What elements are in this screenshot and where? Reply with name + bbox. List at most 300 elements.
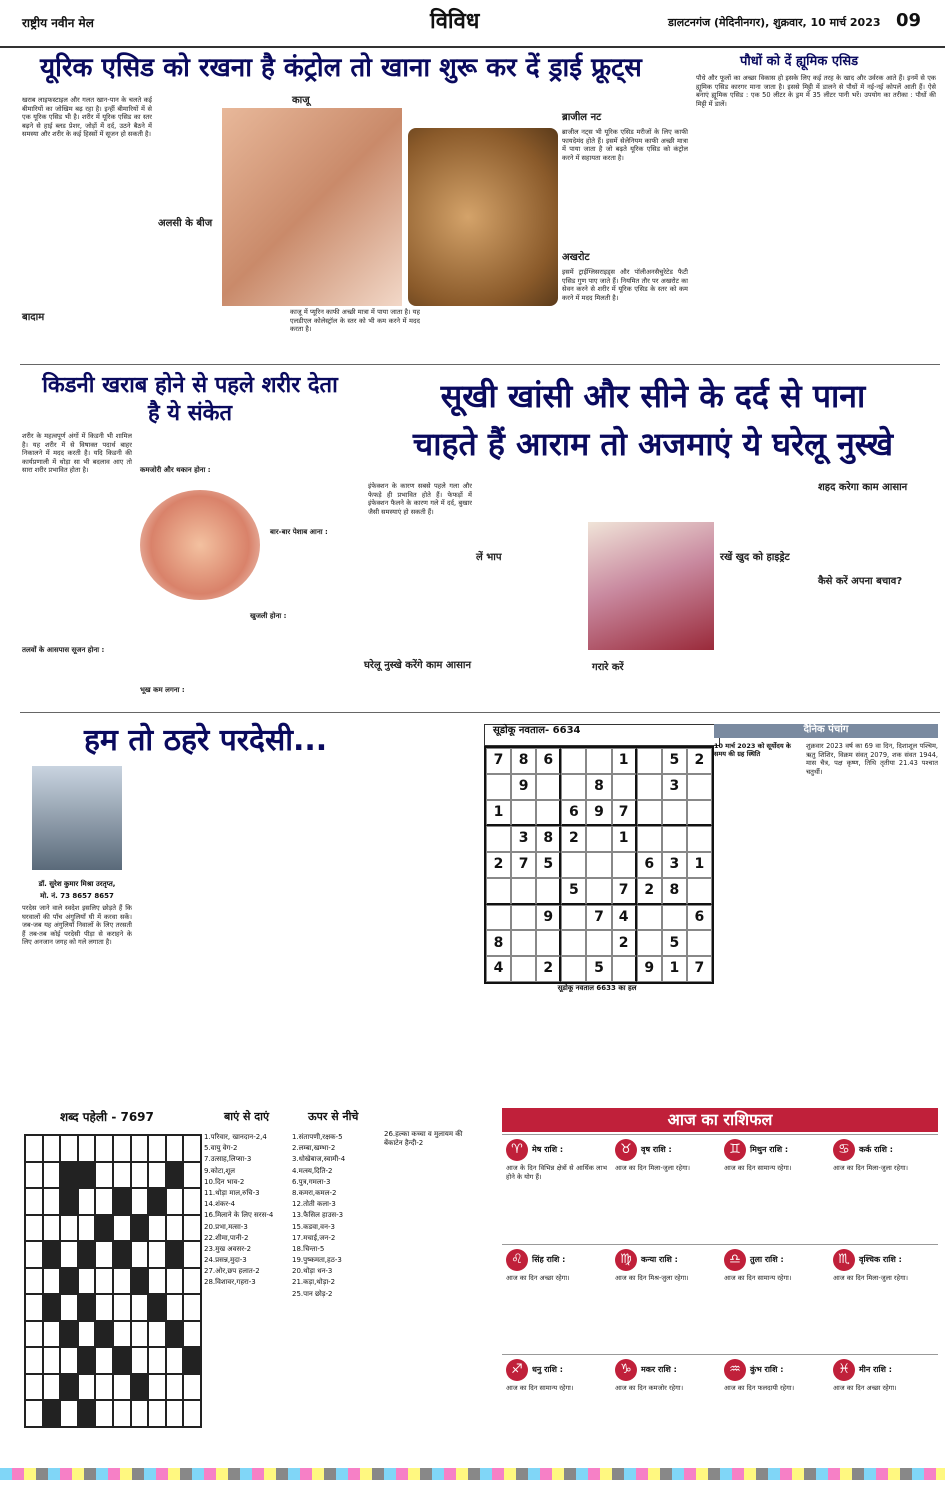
crossword-clue: 5.वायु वेग-2 <box>204 1144 238 1153</box>
article5-headline: हम तो ठहरे परदेसी... <box>84 723 328 758</box>
sudoku-cell <box>561 956 586 982</box>
crossword-cell[interactable] <box>183 1135 201 1162</box>
rashi-text: आज का दिन फलदायी रहेगा। <box>724 1384 795 1392</box>
crossword-clue: 16.मिलाने के लिए सरस-4 <box>204 1211 274 1220</box>
crossword-clue: 27.ओर,छप हलात-2 <box>204 1267 260 1276</box>
article3-sub2: बार-बार पेशाब आना : <box>270 528 328 536</box>
article4-sub-hydrate: रखें खुद को हाइड्रेट <box>720 552 790 563</box>
sudoku-cell <box>662 800 687 827</box>
crossword-clue: 4.मत्स्य,दिति-2 <box>292 1166 333 1175</box>
crossword-clue: 1.संतापणी,रक्षक-5 <box>292 1133 343 1141</box>
crossword-cell[interactable] <box>183 1162 201 1189</box>
article1-brazil-text: ब्राजील नट्स भी यूरिक एसिड मरीजों के लिए काफी फायदेमंद होते हैं। इसमें सेलेनियम काफी अच्छी मात्रा में पाया जाता है जो बढ़ते यूरिक एसिड को कंट्रोल करने में सहायता करता है। <box>562 128 688 162</box>
crossword-block <box>78 1400 96 1427</box>
crossword-cell[interactable] <box>25 1347 43 1374</box>
sudoku-cell: 5 <box>662 930 687 956</box>
crossword-cell[interactable] <box>25 1162 43 1189</box>
sudoku-cell <box>687 878 712 905</box>
crossword-title: शब्द पहेली - 7697 <box>60 1110 154 1124</box>
crossword-cell[interactable] <box>131 1241 149 1268</box>
sudoku-cell <box>637 800 662 827</box>
divider <box>20 364 940 365</box>
crossword-cell[interactable] <box>183 1294 201 1321</box>
rashi-name: सिंह राशि : <box>532 1255 566 1264</box>
article1-akhrot-text: इसमें ट्राईग्लिसराइड्स और पॉलीअनसैचुरेटेड फैटी एसिड गुण पाए जाते हैं। नियमित तौर पर अखरोट का सेवन करने से शरीर में यूरिक एसिड के स्तर को कम करने में मदद मिलती है। <box>562 268 688 302</box>
panchang-subtitle: 10 मार्च 2023 को सूर्योदय के समय की ग्रह स्थिति <box>714 742 791 759</box>
article4-headline-2: चाहते हैं आराम तो अजमाएं ये घरेलू नुस्खे <box>412 425 894 463</box>
crossword-clue: 13.फैसिल हाउस-3 <box>292 1211 344 1220</box>
crossword-cell[interactable] <box>95 1162 113 1189</box>
crossword-cell[interactable] <box>78 1268 96 1295</box>
dry-fruits-photo <box>408 128 558 306</box>
rashi-item <box>720 1354 829 1464</box>
rashi-item <box>829 1354 938 1464</box>
sudoku-cell <box>511 930 536 956</box>
sudoku-cell: 7 <box>687 956 712 982</box>
rashi-name: कर्क राशि : <box>859 1145 893 1154</box>
color-bar <box>0 1468 945 1480</box>
sudoku-cell: 1 <box>486 800 511 827</box>
sudoku-cell <box>586 878 611 905</box>
crossword-block <box>60 1321 78 1348</box>
crossword-cell[interactable] <box>78 1321 96 1348</box>
crossword-clue: 1.परिवार, खानदान-2,4 <box>204 1133 267 1141</box>
crossword-cell[interactable] <box>60 1347 78 1374</box>
crossword-cell[interactable] <box>43 1215 61 1242</box>
sudoku-cell <box>687 774 712 800</box>
rashi-text: आज का दिन सामान्य रहेगा। <box>724 1274 792 1282</box>
crossword-clue: 12.तोती कला-3 <box>292 1200 336 1209</box>
sudoku-cell <box>637 826 662 852</box>
crossword-cell[interactable] <box>113 1374 131 1401</box>
crossword-clue: 17.मचाई,जन-2 <box>292 1233 336 1242</box>
zodiac-icon: ♏ <box>833 1249 855 1271</box>
crossword-cell[interactable] <box>131 1347 149 1374</box>
sudoku-cell: 2 <box>561 826 586 852</box>
article2-body: पौधे और फूलों का अच्छा विकास हो इसके लिए कई तरह के खाद और उर्वरक आते हैं। इनमें से एक ह्यूमिक एसिड कारगर माना जाता है। इससे मिट्टी में डालने से पौधों में नई-नई कोपलें आती हैं। ऐसे बनाएं ह्यूमिक एसिड : एक 50 लीटर के ड्रम में 35 लीटर पानी भरें। उपयोग का तरीका : पौधों की मिट्टी में डालें। <box>696 74 936 108</box>
crossword-block <box>183 1347 201 1374</box>
crossword-cell[interactable] <box>78 1188 96 1215</box>
sudoku-cell: 5 <box>561 878 586 905</box>
sudoku-cell <box>536 930 561 956</box>
sudoku-cell: 9 <box>586 800 611 827</box>
article1-lead: खराब लाइफस्टाइल और गलत खान-पान के चलते कई बीमारियों का जोखिम बढ़ रहा है। इन्हीं बीमारियों में से एक यूरिक एसिड भी है। शरीर में यूरिक एसिड का स्तर बढ़ने से हाई ब्लड प्रेशर, जोड़ों में दर्द, उठने बैठने में समस्या और शरीर के कई हिस्सों में सूजन हो सकती है। <box>22 96 152 139</box>
dateline: डालटनगंज (मेदिनीनगर), शुक्रवार, 10 मार्च 2023 <box>668 16 881 29</box>
article1-headline: यूरिक एसिड को रखना है कंट्रोल तो खाना शुरू कर दें ड्राई फ्रूट्स <box>40 53 642 83</box>
crossword-clue: 6.पुत्र,गमला-3 <box>292 1177 331 1186</box>
crossword-cell[interactable] <box>25 1135 43 1162</box>
crossword-clue: 10.दिन भाव-2 <box>204 1177 245 1186</box>
crossword-clue: 14.शंकर-4 <box>204 1200 236 1209</box>
crossword-block <box>60 1268 78 1295</box>
rashi-text: आज का दिन मिला-जुला रहेगा। <box>833 1274 909 1282</box>
rashi-title: आज का राशिफल <box>502 1108 938 1132</box>
crossword-cell[interactable] <box>25 1268 43 1295</box>
crossword-cell[interactable] <box>95 1400 113 1427</box>
crossword-block <box>60 1374 78 1401</box>
rashi-name: मकर राशि : <box>641 1365 677 1374</box>
crossword-cell[interactable] <box>25 1188 43 1215</box>
sudoku-cell <box>687 826 712 852</box>
zodiac-icon: ♊ <box>724 1139 746 1161</box>
rashi-item <box>829 1134 938 1244</box>
section-title: विविध <box>430 9 480 34</box>
crossword-block <box>113 1188 131 1215</box>
rashi-item <box>611 1354 720 1464</box>
sudoku-cell: 2 <box>486 852 511 878</box>
sudoku-cell: 9 <box>511 774 536 800</box>
sudoku-cell: 1 <box>612 748 637 774</box>
crossword-cell[interactable] <box>60 1241 78 1268</box>
sudoku-cell: 3 <box>511 826 536 852</box>
sudoku-cell <box>637 905 662 931</box>
crossword-cell[interactable] <box>95 1294 113 1321</box>
sudoku-cell: 9 <box>536 905 561 931</box>
zodiac-icon: ♐ <box>506 1359 528 1381</box>
sudoku-cell: 4 <box>612 905 637 931</box>
crossword-clue: 3.धोखेबाज,स्वामी-4 <box>292 1155 346 1164</box>
crossword-clue: 20.प्रभा,मत्सा-3 <box>204 1222 248 1231</box>
article3-sub3: खुजली होना : <box>250 612 287 620</box>
sudoku-cell: 9 <box>637 956 662 982</box>
sudoku-cell: 6 <box>637 852 662 878</box>
sudoku-cell <box>612 852 637 878</box>
crossword-cell[interactable] <box>183 1400 201 1427</box>
crossword-cell[interactable] <box>183 1268 201 1295</box>
crossword-cell[interactable] <box>166 1268 184 1295</box>
crossword-cell[interactable] <box>148 1374 166 1401</box>
sudoku-cell: 6 <box>561 800 586 827</box>
sudoku-cell <box>662 905 687 931</box>
crossword-cell[interactable] <box>131 1188 149 1215</box>
crossword-cell[interactable] <box>131 1294 149 1321</box>
crossword-clue: 2.लम्बा,खम्भा-2 <box>292 1144 336 1153</box>
sudoku-cell: 4 <box>486 956 511 982</box>
sudoku-cell <box>586 826 611 852</box>
crossword-cell[interactable] <box>60 1294 78 1321</box>
article3-sub5: भूख कम लगना : <box>140 686 185 694</box>
crossword-clue: 28.विशावर,गहरा-3 <box>204 1278 256 1287</box>
crossword-cell[interactable] <box>148 1321 166 1348</box>
crossword-cell[interactable] <box>25 1215 43 1242</box>
sudoku-cell <box>561 774 586 800</box>
sudoku-cell <box>486 826 511 852</box>
sudoku-cell <box>486 774 511 800</box>
crossword-cell[interactable] <box>43 1268 61 1295</box>
crossword-clue: 19.पुष्कमता,हठ-3 <box>292 1256 342 1265</box>
crossword-clue: 9.कोटा,शूल <box>204 1166 235 1175</box>
crossword-cell[interactable] <box>60 1135 78 1162</box>
crossword-cell[interactable] <box>148 1241 166 1268</box>
rashi-name: कन्या राशि : <box>641 1255 678 1264</box>
sudoku-cell: 7 <box>612 878 637 905</box>
rashi-text: आज के दिन विभिन्न क्षेत्रों से आर्थिक लाभ होने के योग हैं। <box>506 1164 607 1181</box>
crossword-block <box>131 1215 149 1242</box>
crossword-down-title: ऊपर से नीचे <box>308 1110 359 1123</box>
article4-body: इंफेक्शन के कारण सबसे पहले गला और फेफड़े ही प्रभावित होते हैं। फेफड़ों में इंफेक्शन फैलने के कारण गले में दर्द, बुखार जैसी समस्याएं हो सकती हैं। <box>368 482 472 516</box>
author-photo <box>32 766 122 870</box>
article4-sub-bachav: कैसे करें अपना बचाव? <box>818 576 903 587</box>
crossword-block <box>131 1268 149 1295</box>
crossword-cell[interactable] <box>183 1215 201 1242</box>
sudoku-cell <box>536 774 561 800</box>
crossword-block <box>78 1294 96 1321</box>
sudoku-cell <box>486 905 511 931</box>
rashi-text: आज का दिन सामान्य रहेगा। <box>724 1164 792 1172</box>
crossword-block <box>113 1347 131 1374</box>
crossword-block <box>95 1321 113 1348</box>
crossword-cell[interactable] <box>78 1215 96 1242</box>
crossword-cell[interactable] <box>78 1374 96 1401</box>
sudoku-cell <box>536 878 561 905</box>
crossword-clue: 18.चिन्ता-5 <box>292 1244 325 1253</box>
rashi-text: आज का दिन मिश्र-जुला रहेगा। <box>615 1274 689 1282</box>
crossword-grid <box>24 1134 202 1428</box>
sudoku-cell <box>586 852 611 878</box>
article1-sub-badam: बादाम <box>22 312 45 323</box>
crossword-cell[interactable] <box>43 1188 61 1215</box>
sudoku-cell: 2 <box>637 878 662 905</box>
rashi-name: वृश्चिक राशि : <box>859 1255 902 1264</box>
sudoku-cell: 3 <box>662 774 687 800</box>
sudoku-cell: 8 <box>662 878 687 905</box>
crossword-block <box>166 1241 184 1268</box>
crossword-cell[interactable] <box>95 1268 113 1295</box>
crossword-cell[interactable] <box>166 1400 184 1427</box>
sudoku-cell <box>662 826 687 852</box>
crossword-block <box>60 1188 78 1215</box>
sudoku-solution-title: सूडोकू नवताल 6633 का हल <box>557 984 637 992</box>
rashi-item <box>829 1244 938 1354</box>
panchang-title: दैनिक पंचांग <box>714 724 938 738</box>
article3-sub4: तलवों के आसपास सूजन होना : <box>22 646 105 654</box>
sudoku-cell: 6 <box>536 748 561 774</box>
sudoku-cell: 2 <box>536 956 561 982</box>
article4-sub-garare: गरारे करें <box>592 662 624 673</box>
sudoku-cell <box>511 956 536 982</box>
crossword-cell[interactable] <box>25 1374 43 1401</box>
crossword-cell[interactable] <box>60 1215 78 1242</box>
sudoku-cell: 7 <box>612 800 637 827</box>
sudoku-cell <box>486 878 511 905</box>
crossword-cell[interactable] <box>131 1321 149 1348</box>
crossword-cell[interactable] <box>131 1135 149 1162</box>
sudoku-cell <box>637 774 662 800</box>
crossword-clue: 7.उत्साह,लिप्सा-3 <box>204 1155 252 1164</box>
crossword-cell[interactable] <box>113 1162 131 1189</box>
crossword-cell[interactable] <box>148 1400 166 1427</box>
crossword-clue: 23.मुख अवसर-2 <box>204 1244 252 1253</box>
crossword-block <box>60 1162 78 1189</box>
crossword-block <box>166 1162 184 1189</box>
crossword-cell[interactable] <box>166 1374 184 1401</box>
sudoku-cell: 7 <box>511 852 536 878</box>
author-name: डॉ. सुरेश कुमार मिश्रा उरतृप्त, <box>38 880 116 888</box>
crossword-clue: 15.कडवा,वन-3 <box>292 1222 335 1231</box>
rashi-item <box>611 1134 720 1244</box>
zodiac-icon: ♎ <box>724 1249 746 1271</box>
sudoku-cell <box>687 800 712 827</box>
crossword-block <box>113 1241 131 1268</box>
crossword-cell[interactable] <box>113 1400 131 1427</box>
crossword-clue: 11.थोड़ा माल,रुचि-3 <box>204 1188 260 1197</box>
crossword-clue: 25.पान छोड़-2 <box>292 1289 333 1298</box>
article1-sub-brazil: ब्राजील नट <box>562 112 602 123</box>
crossword-cell[interactable] <box>43 1347 61 1374</box>
rashi-item <box>720 1134 829 1244</box>
crossword-cell[interactable] <box>113 1268 131 1295</box>
crossword-clue: 8.कमरा,कमल-2 <box>292 1188 337 1197</box>
crossword-cell[interactable] <box>113 1321 131 1348</box>
rashi-name: धनु राशि : <box>532 1365 563 1374</box>
rashi-grid <box>502 1134 938 1464</box>
sudoku-cell <box>687 930 712 956</box>
rashi-name: वृष राशि : <box>641 1145 672 1154</box>
crossword-cell[interactable] <box>148 1215 166 1242</box>
article1-sub-alsi: अलसी के बीज <box>158 218 213 229</box>
article1-kaju-text: काजू में प्यूरिन काफी अच्छी मात्रा में पाया जाता है। यह एलडीएल कोलेस्ट्रॉल के स्तर को भी कम करने में मदद करता है। <box>290 308 420 334</box>
rashi-text: आज का दिन अच्छा रहेगा। <box>506 1274 570 1282</box>
joint-pain-photo <box>222 108 402 306</box>
crossword-cell[interactable] <box>113 1135 131 1162</box>
crossword-cell[interactable] <box>60 1400 78 1427</box>
crossword-cell[interactable] <box>166 1135 184 1162</box>
crossword-cell[interactable] <box>183 1241 201 1268</box>
crossword-cell[interactable] <box>95 1374 113 1401</box>
article3-body: शरीर के महत्वपूर्ण अंगों में किडनी भी शामिल है। यह शरीर में से विषाक्त पदार्थ बाहर निकालने में मदद करती है। यदि किडनी की कार्यप्रणाली में थोड़ा सा भी बदलाव आए तो सारा शरीर प्रभावित होता है। <box>22 432 132 475</box>
crossword-block <box>95 1215 113 1242</box>
sudoku-cell <box>511 878 536 905</box>
article4-sub-shahad: शहद करेगा काम आसान <box>818 482 908 493</box>
crossword-cell[interactable] <box>95 1241 113 1268</box>
crossword-cell[interactable] <box>43 1135 61 1162</box>
sudoku-cell: 8 <box>536 826 561 852</box>
crossword-cell[interactable] <box>166 1294 184 1321</box>
article1-sub-kaju: काजू <box>292 95 310 106</box>
crossword-across-list <box>204 1132 296 1289</box>
crossword-clue: 24.प्रसन्न,मुदा-3 <box>204 1256 247 1265</box>
sudoku-cell <box>561 930 586 956</box>
crossword-block <box>131 1374 149 1401</box>
zodiac-icon: ♑ <box>615 1359 637 1381</box>
crossword-block <box>78 1347 96 1374</box>
crossword-cell[interactable] <box>113 1215 131 1242</box>
rashi-item <box>502 1244 611 1354</box>
article5-body: परदेस जाने वाले स्वदेश इसलिए छोड़ते हैं कि घरवालों की पाँच अंगुलियाँ घी में करवा सकें। जब-जब यह अंगुलियाँ निवालों के लिए तरसती हैं तब-तब कोई परदेसी पीड़ा से कराहने के लिए अनजान जगह को गले लगाता है। <box>22 904 132 947</box>
rashi-name: मीन राशि : <box>859 1365 892 1374</box>
rashi-name: मिथुन राशि : <box>750 1145 789 1154</box>
crossword-cell[interactable] <box>43 1321 61 1348</box>
crossword-cell[interactable] <box>166 1215 184 1242</box>
sudoku-cell <box>511 800 536 827</box>
rashi-text: आज का दिन अच्छा रहेगा। <box>833 1384 897 1392</box>
sudoku-grid <box>484 746 714 984</box>
rashi-name: तुला राशि : <box>750 1255 784 1264</box>
cough-woman-photo <box>588 522 714 650</box>
rashi-text: आज का दिन सामान्य रहेगा। <box>506 1384 574 1392</box>
crossword-block <box>43 1241 61 1268</box>
crossword-cell[interactable] <box>183 1321 201 1348</box>
crossword-cell[interactable] <box>25 1321 43 1348</box>
paper-name: राष्ट्रीय नवीन मेल <box>22 16 94 30</box>
article2-headline: पौधों को दें ह्यूमिक एसिड <box>740 54 859 69</box>
sudoku-cell <box>561 748 586 774</box>
sudoku-cell: 2 <box>687 748 712 774</box>
crossword-cell[interactable] <box>148 1268 166 1295</box>
crossword-cell[interactable] <box>25 1241 43 1268</box>
crossword-cell[interactable] <box>166 1188 184 1215</box>
zodiac-icon: ♓ <box>833 1359 855 1381</box>
rashi-item <box>611 1244 720 1354</box>
rashi-name: मेष राशि : <box>532 1145 564 1154</box>
sudoku-cell: 8 <box>586 774 611 800</box>
sudoku-cell <box>511 905 536 931</box>
crossword-cell[interactable] <box>95 1188 113 1215</box>
sudoku-cell: 1 <box>687 852 712 878</box>
crossword-block <box>148 1294 166 1321</box>
crossword-cell[interactable] <box>43 1162 61 1189</box>
crossword-block <box>78 1162 96 1189</box>
rashi-item <box>502 1134 611 1244</box>
crossword-down-list <box>292 1132 378 1300</box>
sudoku-cell <box>561 852 586 878</box>
article1-sub-akhrot: अखरोट <box>562 252 590 263</box>
crossword-cell[interactable] <box>148 1347 166 1374</box>
zodiac-icon: ♍ <box>615 1249 637 1271</box>
crossword-cell[interactable] <box>43 1374 61 1401</box>
kidney-photo <box>140 490 260 600</box>
crossword-cell[interactable] <box>166 1347 184 1374</box>
sudoku-cell <box>586 930 611 956</box>
crossword-cell[interactable] <box>183 1188 201 1215</box>
sudoku-cell: 6 <box>687 905 712 931</box>
rashi-text: आज का दिन मिला-जुला रहेगा। <box>833 1164 909 1172</box>
crossword-cell[interactable] <box>131 1400 149 1427</box>
sudoku-cell: 8 <box>486 930 511 956</box>
sudoku-cell: 1 <box>612 826 637 852</box>
crossword-cell[interactable] <box>78 1135 96 1162</box>
crossword-cell[interactable] <box>148 1135 166 1162</box>
crossword-block <box>148 1188 166 1215</box>
sudoku-cell <box>637 930 662 956</box>
sudoku-cell: 1 <box>662 956 687 982</box>
sudoku-cell <box>536 800 561 827</box>
sudoku-cell: 5 <box>662 748 687 774</box>
sudoku-cell <box>612 774 637 800</box>
crossword-cell[interactable] <box>183 1374 201 1401</box>
sudoku-cell: 7 <box>586 905 611 931</box>
crossword-cell[interactable] <box>148 1162 166 1189</box>
rashi-text: आज का दिन मिला-जुला रहेगा। <box>615 1164 691 1172</box>
crossword-cell[interactable] <box>113 1294 131 1321</box>
rashi-item <box>720 1244 829 1354</box>
crossword-cell[interactable] <box>95 1347 113 1374</box>
crossword-block <box>78 1241 96 1268</box>
sudoku-cell: 8 <box>511 748 536 774</box>
panchang-body: शुक्रवार 2023 वर्ष का 69 वा दिन, दिशाशूल पश्चिम, ऋतु शिशिर, विक्रम संवत् 2079, शक संवत 1944, मास चैत्र, पक्ष कृष्ण, तिथि तृतीया 21.43 पश्चात चतुर्थी। <box>806 742 938 776</box>
crossword-cell[interactable] <box>95 1135 113 1162</box>
article3-sub1: कमजोरी और थकान होना : <box>140 466 211 474</box>
article3-headline: किडनी खराब होने से पहले शरीर देता है ये संकेत <box>42 373 338 426</box>
zodiac-icon: ♋ <box>833 1139 855 1161</box>
crossword-cell[interactable] <box>25 1400 43 1427</box>
sudoku-cell <box>612 956 637 982</box>
sudoku-cell: 3 <box>662 852 687 878</box>
crossword-clue: 20.थोड़ा धन-3 <box>292 1267 333 1276</box>
page-number: 09 <box>896 10 922 31</box>
crossword-cell[interactable] <box>131 1162 149 1189</box>
crossword-cell[interactable] <box>25 1294 43 1321</box>
